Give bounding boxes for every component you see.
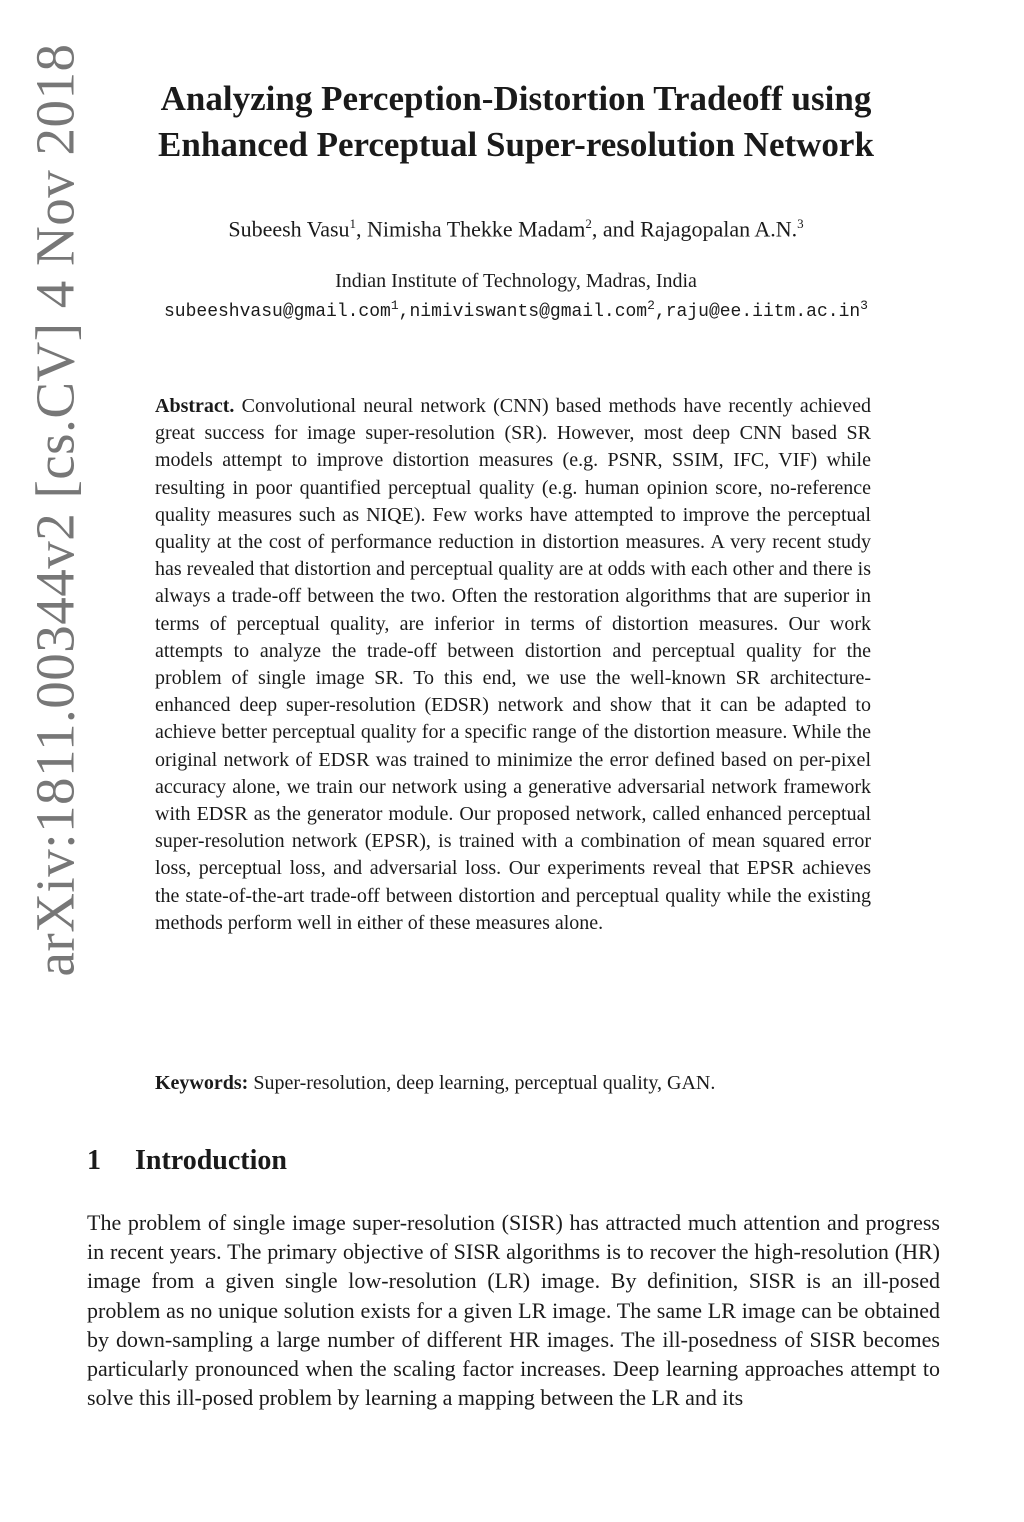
- email-separator: ,: [398, 302, 410, 322]
- abstract: [155, 393, 871, 937]
- section-number: 1: [87, 1145, 101, 1176]
- abstract-text: Convolutional neural network (CNN) based methods have recently achieved great success for image super-resolution (SR). However, most deep CNN based SR models attempt to improve distortion measures (e.g. PSNR, SSIM, IFC, VIF) while resulting in poor quantified perceptual quality (e.g. human opinion score, no-reference quality measures such as NIQE). Few works have attempted to improve the perceptual quality at the cost of performance reduction in distortion measures. A very recent study has revealed that distortion and perceptual quality are at odds with each other and there is always a trade-off between the two. Often the restoration algorithms that are superior in terms of perceptual quality, are inferior in terms of distortion measures. Our work attempts to analyze the trade-off between distortion and perceptual quality for the problem of single image SR. To this end, we use the well-known SR architecture- enhanced deep super-resolution (EDSR) network and show that it can be adapted to achieve better perceptual quality for a specific range of the distortion measure. While the original network of EDSR was trained to minimize the error defined based on per-pixel accuracy alone, we train our network using a generative adversarial network framework with EDSR as the generator module. Our proposed network, called enhanced perceptual super-resolution network (EPSR), is trained with a combination of mean squared error loss, perceptual loss, and adversarial loss. Our experiments reveal that EPSR achieves the state-of-the-art trade-off between distortion and perceptual quality while the existing methods perform well in either of these measures alone.: [155, 395, 872, 934]
- arxiv-identifier: arXiv:1811.00344v2 [cs.CV] 4 Nov 2018: [24, 43, 86, 977]
- email-separator: ,: [654, 302, 666, 322]
- keywords-label: Keywords:: [155, 1072, 249, 1094]
- email-mark: 1: [390, 298, 399, 313]
- author-name: Nimisha Thekke Madam: [367, 216, 586, 242]
- introduction-paragraph: The problem of single image super-resolution (SISR) has attracted much attention and progress in recent years. The primary objective of SISR algorithms is to recover the high-resolution (HR) image from a given single low-resolution (LR) image. By definition, SISR is an ill-posed problem as no unique solution exists for a given LR image. The same LR image can be obtained by down-sampling a large number of different HR images. The ill-posedness of SISR becomes particularly pronounced when the scaling factor increases. Deep learning approaches attempt to solve this ill-posed problem by learning a mapping between the LR and its: [87, 1210, 940, 1411]
- author-affiliation-mark: 3: [797, 216, 804, 231]
- abstract-label: Abstract.: [155, 395, 235, 417]
- author-list: [100, 216, 932, 242]
- author-separator: ,: [356, 216, 368, 242]
- email-address: subeeshvasu@gmail.com: [164, 302, 391, 322]
- email-address: nimiviswants@gmail.com: [409, 302, 648, 322]
- paper-title: Analyzing Perception-Distortion Tradeoff using Enhanced Perceptual Super-resolution Network: [158, 79, 874, 164]
- author-emails: [100, 298, 932, 322]
- section-heading: [87, 1145, 287, 1177]
- email-mark: 3: [860, 298, 868, 313]
- affiliation: Indian Institute of Technology, Madras, India: [335, 270, 697, 292]
- keywords-text: Super-resolution, deep learning, perceptual quality, GAN.: [253, 1072, 716, 1094]
- author-separator: , and: [591, 216, 641, 242]
- section-title: Introduction: [135, 1145, 287, 1176]
- email-address: raju@ee.iitm.ac.in: [665, 302, 861, 322]
- author-name: Rajagopalan A.N.: [640, 216, 798, 242]
- email-mark: 2: [647, 298, 655, 313]
- keywords: [155, 1070, 871, 1097]
- author-affiliation-mark: 2: [585, 216, 592, 231]
- author-name: Subeesh Vasu: [228, 216, 350, 242]
- author-affiliation-mark: 1: [349, 216, 357, 231]
